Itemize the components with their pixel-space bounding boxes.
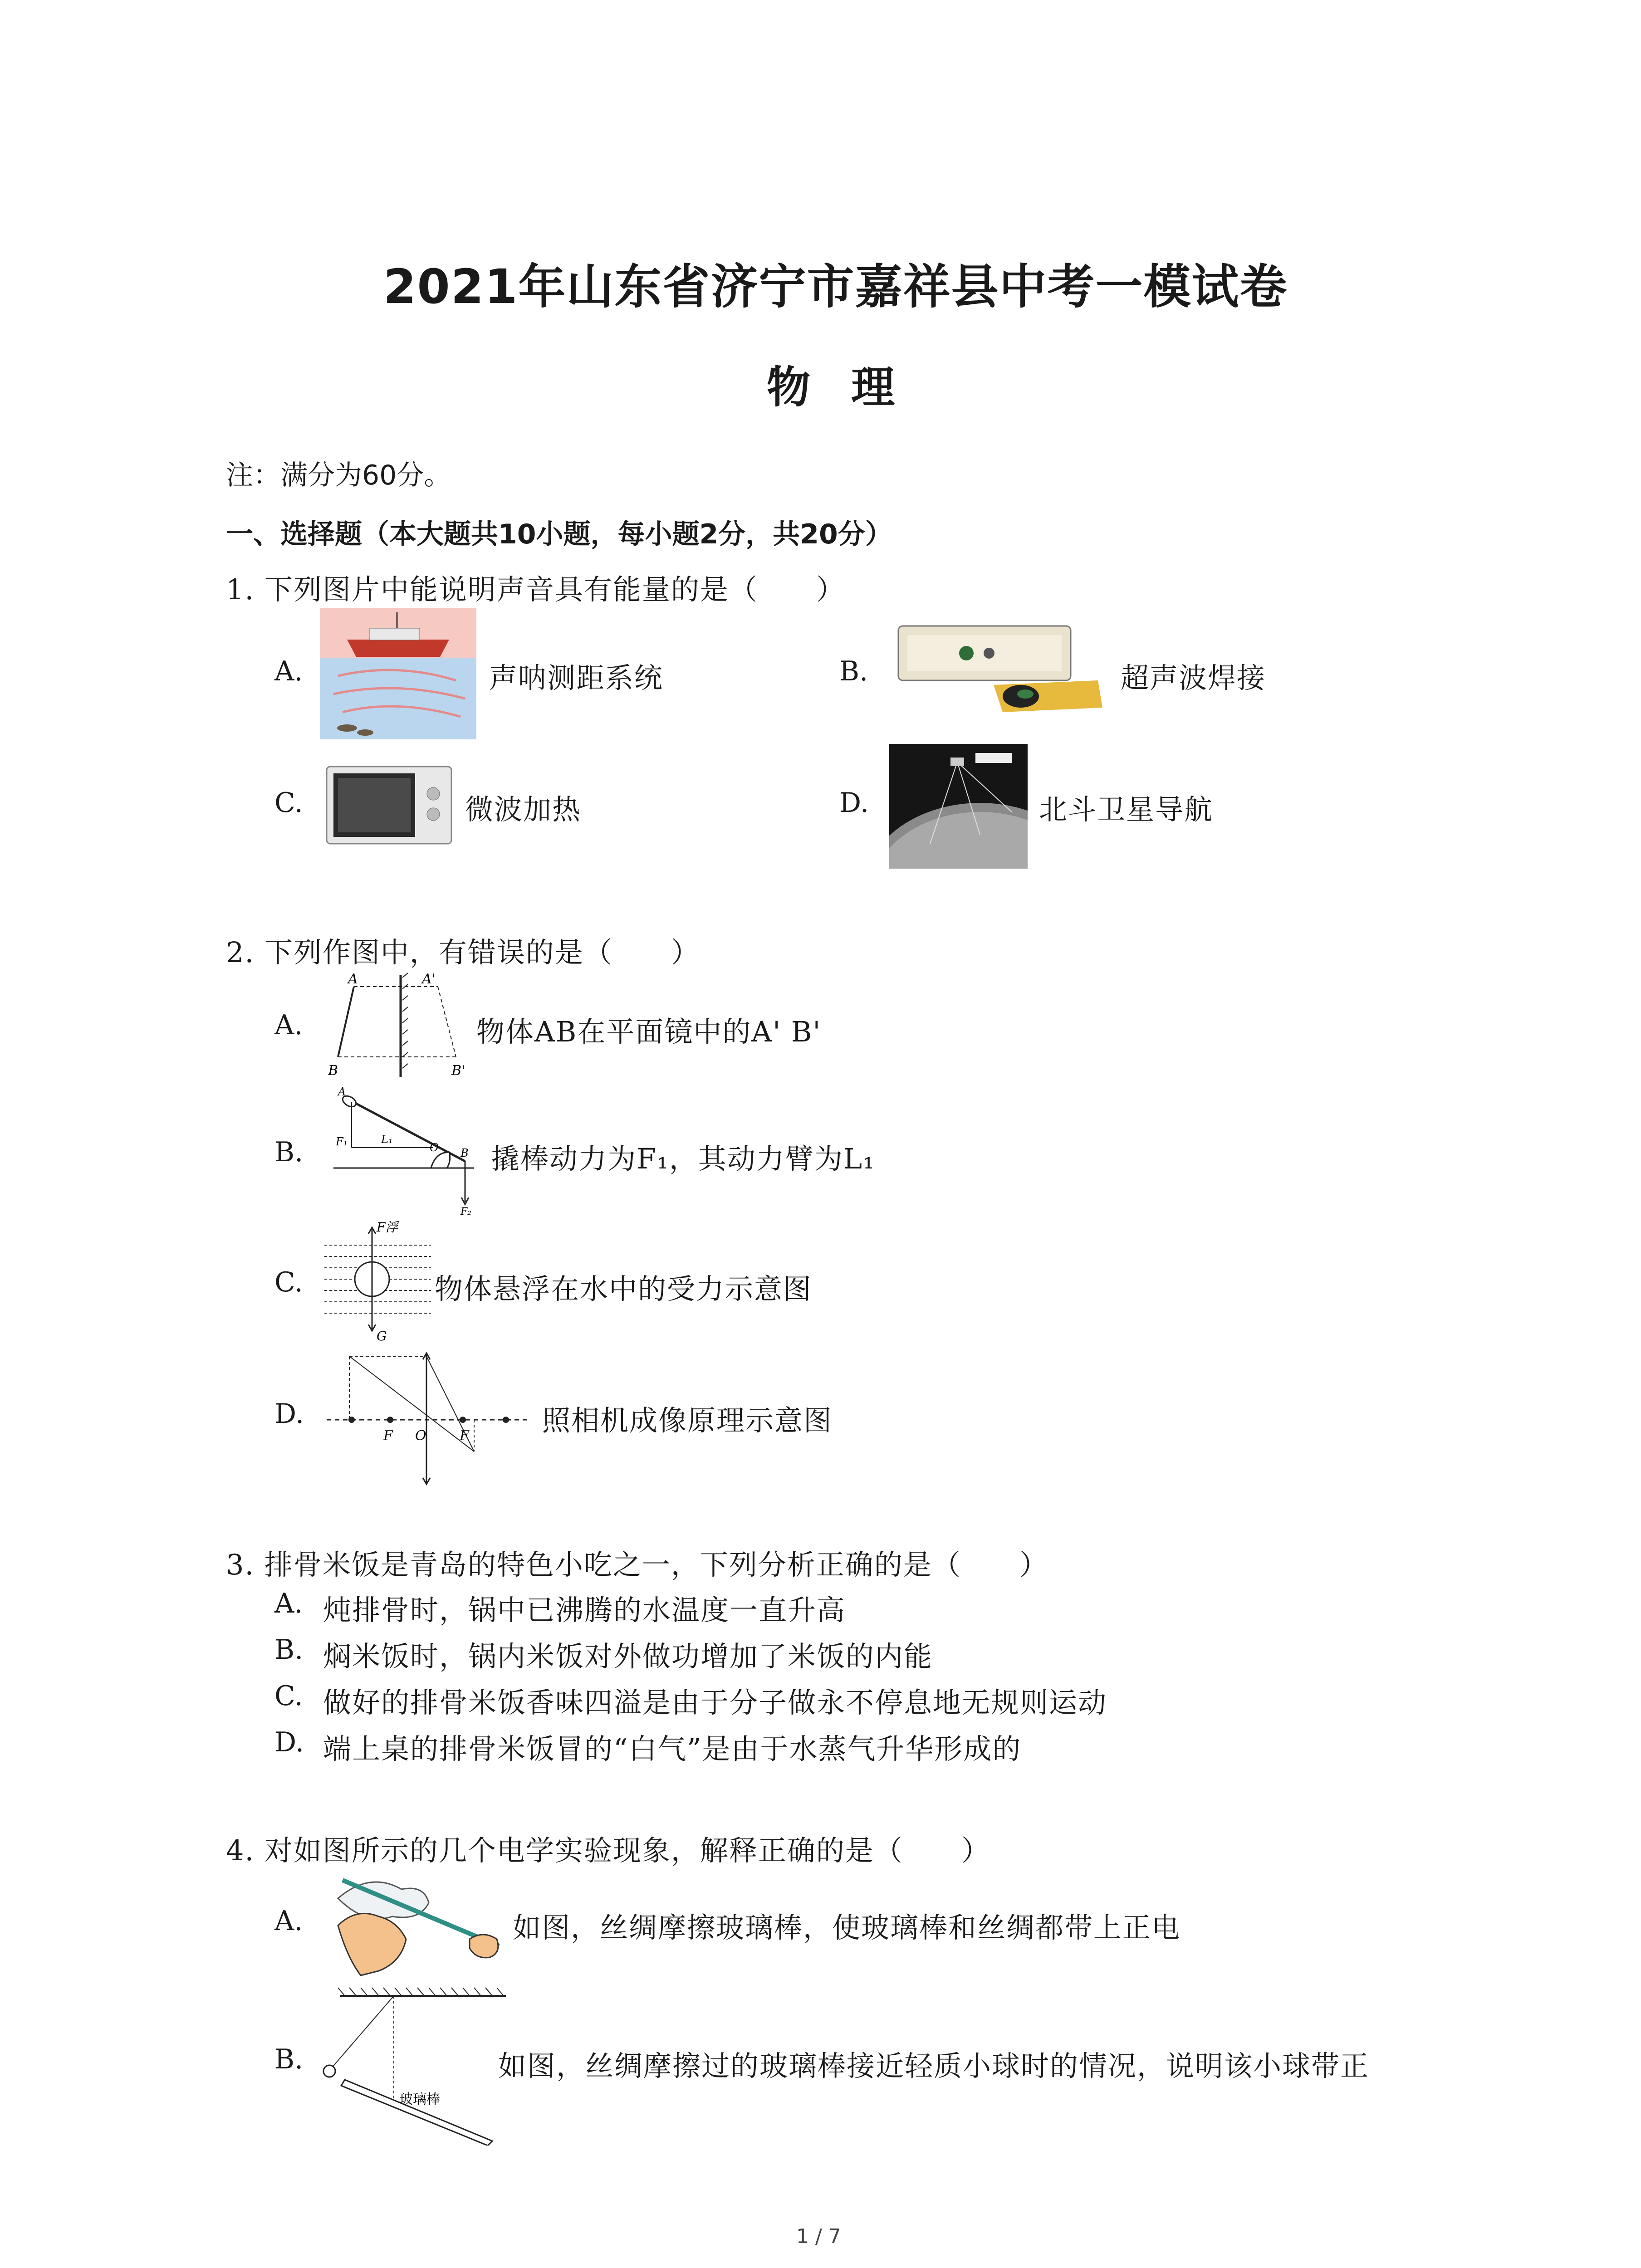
q2-option-c-letter: C. xyxy=(274,1266,303,1298)
plane-mirror-diagram xyxy=(320,971,474,1080)
q3-option-b-text: 焖米饭时，锅内米饭对外做功增加了米饭的内能 xyxy=(323,1640,933,1673)
q1-option-c-letter: C. xyxy=(274,787,303,819)
question-3-stem: 3. 排骨米饭是青岛的特色小吃之一，下列分析正确的是（ ） xyxy=(226,1548,1048,1581)
q4-option-a-text: 如图，丝绸摩擦玻璃棒，使玻璃棒和丝绸都带上正电 xyxy=(513,1911,1181,1944)
page-number: 1 / 7 xyxy=(796,2225,841,2248)
q2-option-d-text: 照相机成像原理示意图 xyxy=(542,1404,833,1437)
q3-option-a-text: 炖排骨时，锅中已沸腾的水温度一直升高 xyxy=(323,1593,846,1627)
label-g: G xyxy=(377,1329,387,1343)
label-b-prime: B' xyxy=(451,1063,465,1079)
q1-option-c-text: 微波加热 xyxy=(465,793,582,826)
q4-option-b-text: 如图，丝绸摩擦过的玻璃棒接近轻质小球时的情况，说明该小球带正 xyxy=(498,2049,1370,2082)
label-a: A xyxy=(338,1085,346,1098)
q2-option-a-text: 物体AB在平面镜中的A' B' xyxy=(476,1015,822,1048)
q1-option-b-letter: B. xyxy=(839,655,868,687)
charged-ball-rod-diagram xyxy=(313,1982,506,2146)
q2-option-a-letter: A. xyxy=(274,1009,303,1041)
label-a: A xyxy=(348,971,358,987)
label-a-prime: A' xyxy=(422,971,436,987)
q2-option-d-letter: D. xyxy=(274,1398,304,1430)
label-o: O xyxy=(430,1141,439,1154)
label-f-left: F xyxy=(383,1428,393,1444)
q3-option-c-letter: C. xyxy=(274,1680,303,1712)
beidou-satellite-image xyxy=(889,744,1028,869)
label-f-buoyancy: F浮 xyxy=(377,1220,398,1235)
q3-option-b-letter: B. xyxy=(274,1634,304,1666)
question-4-stem: 4. 对如图所示的几个电学实验现象，解释正确的是（ ） xyxy=(226,1834,990,1867)
q1-option-d-letter: D. xyxy=(839,787,869,819)
label-l1: L₁ xyxy=(381,1133,393,1146)
q2-option-c-text: 物体悬浮在水中的受力示意图 xyxy=(435,1272,813,1305)
page-title: 2021年山东省济宁市嘉祥县中考一模试卷 xyxy=(383,259,1288,314)
camera-imaging-diagram xyxy=(324,1347,533,1486)
q3-option-d-text: 端上桌的排骨米饭冒的“白气”是由于水蒸气升华形成的 xyxy=(323,1732,1022,1765)
microwave-oven-image xyxy=(324,762,454,848)
q2-option-b-letter: B. xyxy=(274,1136,304,1168)
question-2-stem: 2. 下列作图中，有错误的是（ ） xyxy=(226,936,700,969)
question-1-stem: 1. 下列图片中能说明声音具有能量的是（ ） xyxy=(226,573,845,606)
label-o: O xyxy=(415,1428,426,1444)
label-f1: F₁ xyxy=(336,1135,348,1148)
label-f2: F₂ xyxy=(460,1206,472,1216)
sonar-ship-image xyxy=(320,608,476,739)
q1-option-b-text: 超声波焊接 xyxy=(1121,661,1266,694)
q1-option-a-text: 声呐测距系统 xyxy=(489,661,664,694)
q3-option-d-letter: D. xyxy=(274,1726,304,1758)
q1-option-d-text: 北斗卫星导航 xyxy=(1039,793,1214,826)
q4-option-a-letter: A. xyxy=(274,1905,303,1937)
label-b: B xyxy=(328,1063,338,1079)
glass-rod-label: 玻璃棒 xyxy=(399,2092,440,2107)
q4-option-b-letter: B. xyxy=(274,2043,304,2075)
ultrasonic-welder-image xyxy=(889,617,1107,721)
silk-rubbing-rod-image xyxy=(320,1867,510,1978)
q2-option-b-text: 撬棒动力为F₁，其动力臂为L₁ xyxy=(491,1142,875,1175)
section-heading: 一、选择题（本大题共10小题，每小题2分，共20分） xyxy=(226,518,892,550)
score-note: 注：满分为60分。 xyxy=(226,459,451,491)
label-b: B xyxy=(460,1147,469,1159)
q3-option-c-text: 做好的排骨米饭香味四溢是由于分子做永不停息地无规则运动 xyxy=(323,1686,1107,1719)
q1-option-a-letter: A. xyxy=(274,655,303,687)
subject-title: 物理 xyxy=(767,362,936,413)
floating-object-force-diagram xyxy=(320,1220,436,1343)
q3-option-a-letter: A. xyxy=(274,1588,303,1619)
crowbar-lever-diagram xyxy=(324,1084,479,1216)
label-f-right: F xyxy=(460,1428,469,1444)
